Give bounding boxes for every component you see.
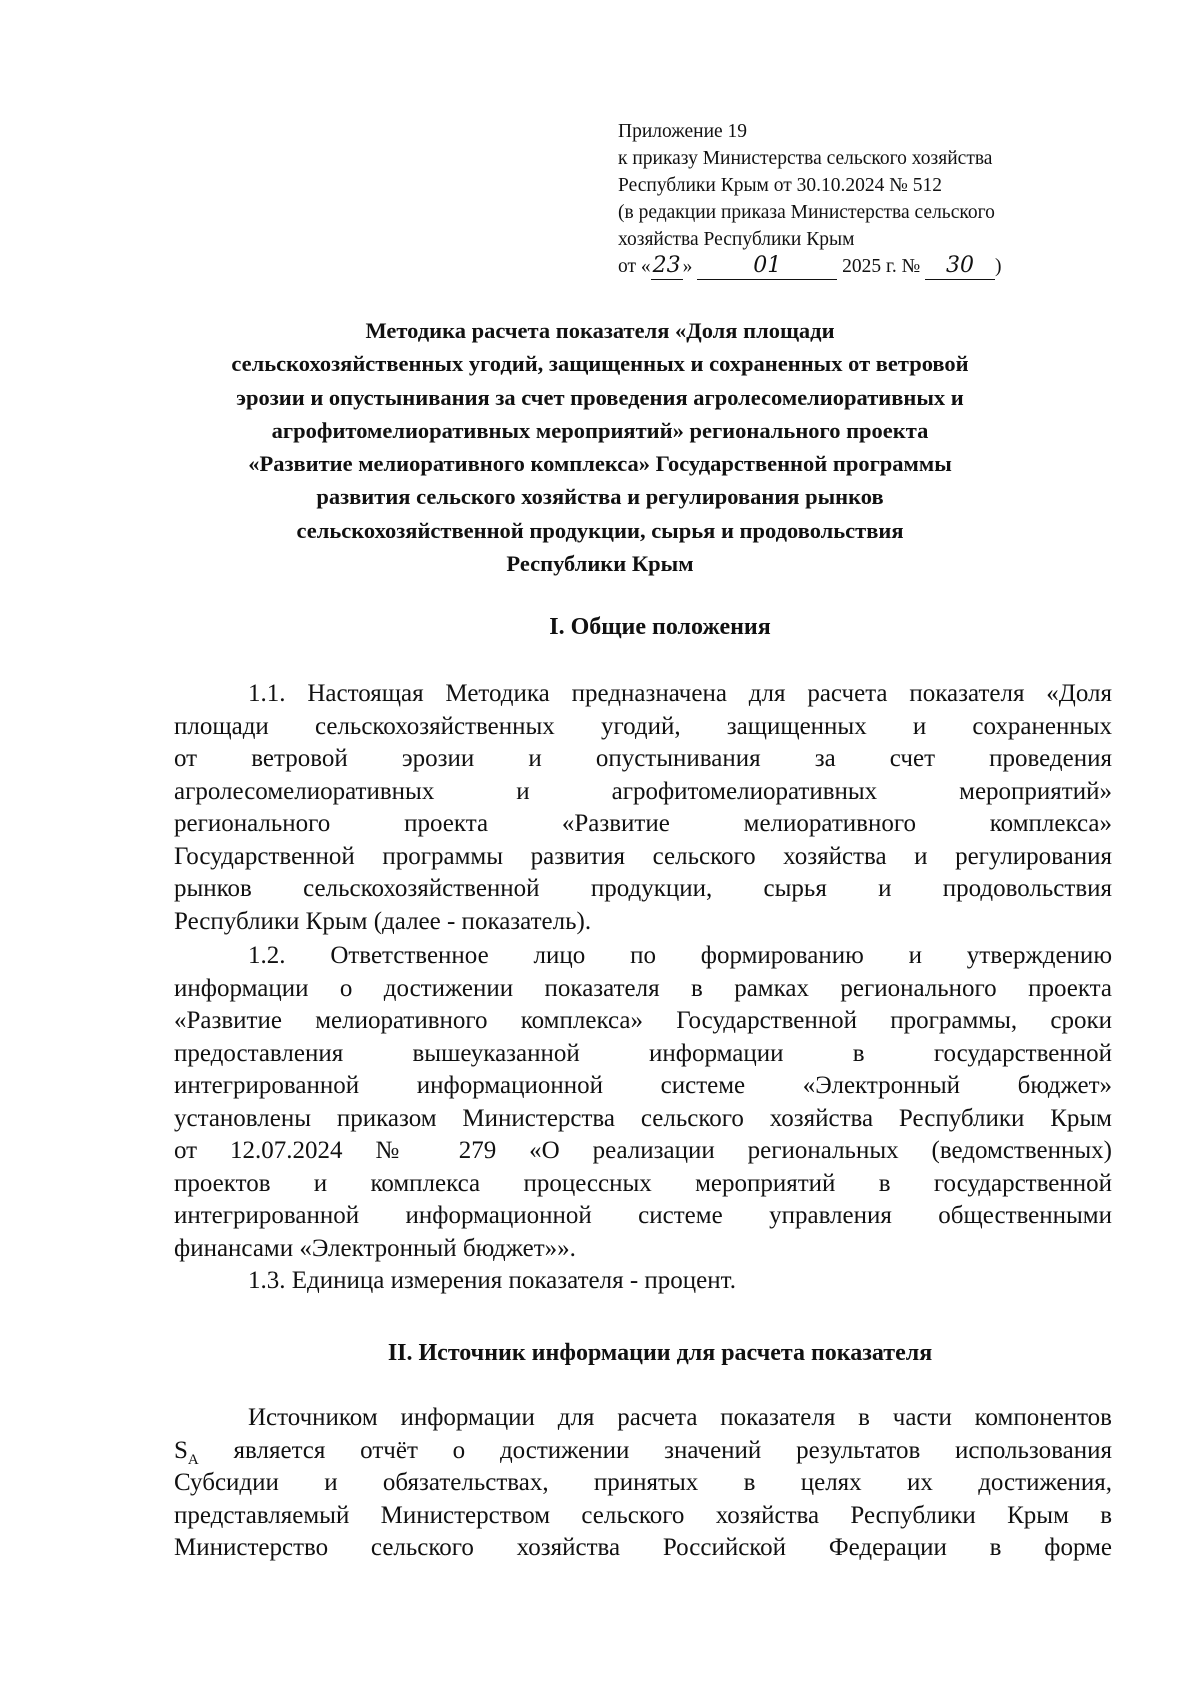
paragraph-line xyxy=(174,1435,1112,1468)
paragraph-line: предоставления вышеуказанной информации в государственной xyxy=(174,1039,1112,1067)
paragraph-line: информации о достижении показателя в рамках регионального проекта xyxy=(174,974,1112,1002)
order-date-line xyxy=(618,253,1088,280)
title-line: «Развитие мелиоративного комплекса» Государственной программы xyxy=(248,451,952,477)
variable-s: S xyxy=(174,1436,188,1464)
handwritten-month: 01 xyxy=(697,255,837,280)
paragraph-line: финансами «Электронный бюджет»». xyxy=(174,1234,576,1262)
paragraph-line: рынков сельскохозяйственной продукции, сырья и продовольствия xyxy=(174,875,1112,902)
title-line: агрофитомелиоративных мероприятий» регионального проекта xyxy=(271,417,929,443)
title-line: сельскохозяйственных угодий, защищенных и сохраненных от ветровой xyxy=(231,351,969,377)
paragraph-line: площади сельскохозяйственных угодий, защищенных и сохраненных xyxy=(174,712,1112,740)
paragraph-text: является отчёт о достижении значений результатов использования xyxy=(198,1436,1112,1464)
paragraph-line: Источником информации для расчета показателя в части компонентов xyxy=(248,1404,1112,1431)
paragraph-line: Государственной программы развития сельского хозяйства и регулирования xyxy=(174,842,1112,870)
date-mid: » xyxy=(682,256,693,277)
paragraph-1-1 xyxy=(174,678,1112,938)
date-year: 2025 г. № xyxy=(842,256,921,277)
appendix-line: Республики Крым от 30.10.2024 № 512 xyxy=(618,175,943,196)
paragraph-line: 1.3. Единица измерения показателя - процент. xyxy=(248,1267,736,1294)
paragraph-1-2 xyxy=(174,940,1112,1265)
paragraph-line: от ветровой эрозии и опустынивания за счет проведения xyxy=(174,745,1112,772)
paragraph-line: Республики Крым (далее - показатель). xyxy=(174,907,592,935)
section-heading: II. Источник информации для расчета показателя xyxy=(387,1340,933,1366)
paragraph-line: регионального проекта «Развитие мелиоративного комплекса» xyxy=(174,810,1112,837)
date-suffix: ) xyxy=(995,256,1002,277)
paragraph-line: установлены приказом Министерства сельского хозяйства Республики Крым xyxy=(174,1104,1112,1132)
appendix-line: хозяйства Республики Крым xyxy=(618,229,855,250)
title-line: Республики Крым xyxy=(506,551,694,577)
paragraph-line: проектов и комплекса процессных мероприятий в государственной xyxy=(174,1169,1112,1197)
paragraph-line: интегрированной информационной системе управления общественными xyxy=(174,1202,1112,1229)
document-title xyxy=(150,314,1050,580)
paragraph-line: 1.1. Настоящая Методика предназначена для расчета показателя «Доля xyxy=(248,680,1112,707)
paragraph-line: Министерство сельского хозяйства Российской Федерации в форме xyxy=(174,1534,1112,1561)
title-line: развития сельского хозяйства и регулирования рынков xyxy=(316,484,884,510)
paragraph-line: представляемый Министерством сельского хозяйства Республики Крым в xyxy=(174,1501,1112,1529)
appendix-line: (в редакции приказа Министерства сельского xyxy=(618,202,995,223)
date-prefix: от « xyxy=(618,256,651,277)
appendix-line: Приложение 19 xyxy=(618,121,748,142)
paragraph-line: «Развитие мелиоративного комплекса» Государственной программы, сроки xyxy=(174,1007,1112,1034)
paragraph-1-3 xyxy=(174,1265,1112,1298)
paragraph-source xyxy=(174,1402,1112,1565)
paragraph-line: агролесомелиоративных и агрофитомелиоративных мероприятий» xyxy=(174,777,1112,805)
handwritten-day: 23 xyxy=(652,253,681,278)
appendix-block xyxy=(618,118,1088,280)
paragraph-line: от 12.07.2024 № 279 «О реализации региональных (ведомственных) xyxy=(174,1137,1112,1164)
paragraph-line: Субсидии и обязательствах, принятых в целях их достижения, xyxy=(174,1469,1112,1496)
title-line: Методика расчета показателя «Доля площади xyxy=(365,318,835,343)
handwritten-order-number: 30 xyxy=(925,255,995,280)
paragraph-line: 1.2. Ответственное лицо по формированию и утверждению xyxy=(248,942,1112,969)
variable-subscript: A xyxy=(187,1451,199,1468)
section-heading: I. Общие положения xyxy=(549,614,771,640)
title-line: эрозии и опустынивания за счет проведения агролесомелиоративных и xyxy=(236,384,964,410)
appendix-line: к приказу Министерства сельского хозяйства xyxy=(618,148,993,169)
title-line: сельскохозяйственной продукции, сырья и продовольствия xyxy=(296,517,904,543)
paragraph-line: интегрированной информационной системе «Электронный бюджет» xyxy=(174,1072,1112,1099)
